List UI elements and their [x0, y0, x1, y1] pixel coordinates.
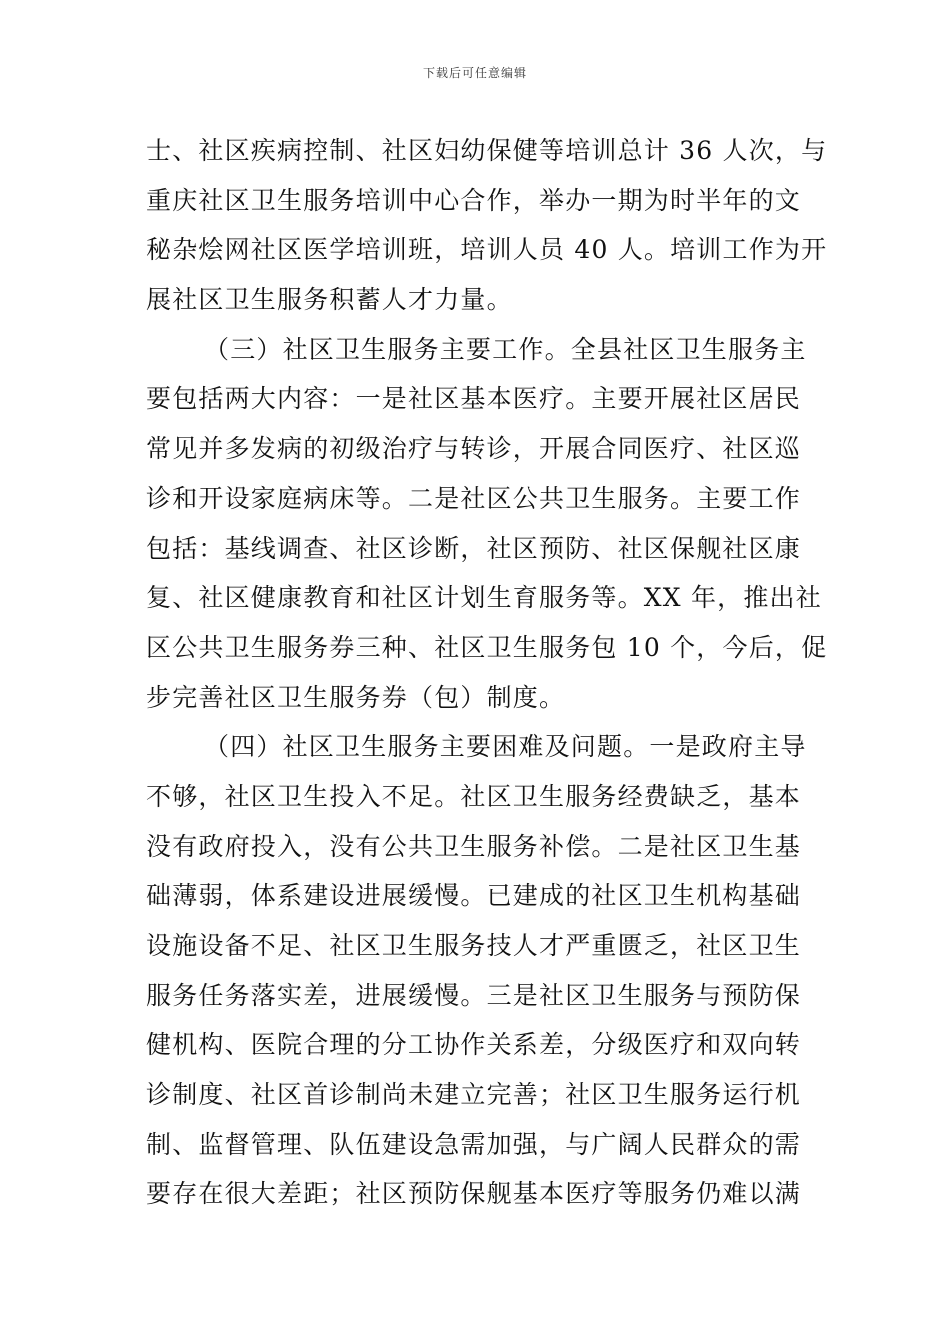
body-text: [146, 126, 828, 1219]
paragraph-start-line: （三）社区卫生服务主要工作。全县社区卫生服务主: [204, 334, 807, 364]
body-line: 诊制度、社区首诊制尚未建立完善；社区卫生服务运行机: [146, 1080, 802, 1110]
body-line: 展社区卫生服务积蓄人才力量。: [146, 285, 513, 315]
body-line: 制、监督管理、队伍建设急需加强，与广阔人民群众的需: [146, 1129, 802, 1159]
body-line: 础薄弱，体系建设进展缓慢。已建成的社区卫生机构基础: [146, 881, 802, 911]
paragraph-start-line: （四）社区卫生服务主要困难及问题。一是政府主导: [204, 732, 807, 762]
body-line: 设施设备不足、社区卫生服务技人才严重匮乏，社区卫生: [146, 931, 802, 960]
body-line: 诊和开设家庭病床等。二是社区公共卫生服务。主要工作: [146, 483, 802, 513]
body-line: 健机构、医院合理的分工协作关系差，分级医疗和双向转: [146, 1030, 802, 1060]
body-line: 复、社区健康教育和社区计划生育服务等。XX 年，推出社: [146, 583, 822, 613]
body-line: 包括：基线调查、社区诊断，社区预防、社区保舰社区康: [146, 533, 802, 563]
body-line: 重庆社区卫生服务培训中心合作，举办一期为时半年的文: [146, 185, 802, 215]
body-line: 步完善社区卫生服务券（包）制度。: [146, 682, 566, 712]
body-line: 不够，社区卫生投入不足。社区卫生服务经费缺乏，基本: [146, 781, 802, 811]
body-line: 区公共卫生服务券三种、社区卫生服务包 10 个，今后，促: [146, 632, 828, 662]
body-line: 常见并多发病的初级治疗与转诊，开展合同医疗、社区巡: [146, 434, 802, 464]
body-line: 秘杂烩网社区医学培训班，培训人员 40 人。培训工作为开: [146, 235, 828, 265]
body-line: 服务任务落实差，进展缓慢。三是社区卫生服务与预防保: [146, 980, 802, 1010]
body-line: 士、社区疾病控制、社区妇幼保健等培训总计 36 人次，与: [146, 136, 828, 165]
body-line: 要存在很大差距；社区预防保舰基本医疗等服务仍难以满: [146, 1179, 802, 1209]
header-note: 下载后可任意编辑: [422, 66, 527, 80]
body-line: 没有政府投入，没有公共卫生服务补偿。二是社区卫生基: [146, 831, 802, 861]
body-line: 要包括两大内容：一是社区基本医疗。主要开展社区居民: [146, 384, 802, 414]
